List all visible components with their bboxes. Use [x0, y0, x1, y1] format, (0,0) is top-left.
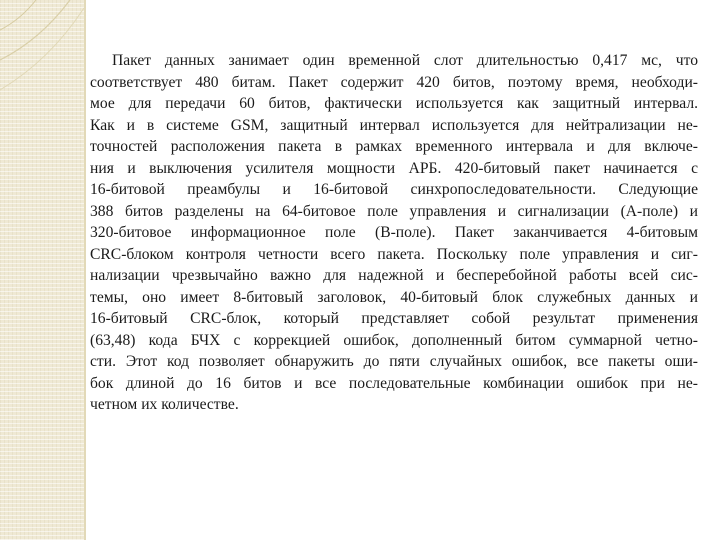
text-line: мое для передачи 60 битов, фактически используется как защитный интервал. [90, 95, 698, 112]
text-line: нализации чрезвычайно важно для надежной и бесперебойной работы всей сис- [90, 267, 698, 284]
text-line: 16-битовой преамбулы и 16-битовой синхропоследовательности. Следующие [90, 181, 698, 198]
text-line: CRC-блоком контроля четности всего пакета. Поскольку поле управления и сиг- [90, 245, 698, 263]
text-line: бок длиной до 16 битов и все последовательные комбинации ошибок при не- [90, 374, 698, 392]
text-line: (63,48) кода БЧХ с коррекцией ошибок, дополненный битом суммарной четно- [90, 331, 698, 349]
text-line: 320-битовое информационное поле (В-поле). Пакет заканчивается 4-битовым [90, 224, 698, 241]
text-line: соответствует 480 битам. Пакет содержит 420 битов, поэтому время, необходи- [90, 73, 698, 91]
text-line: четном их количестве. [90, 396, 239, 413]
text-line: 388 битов разделены на 64-битовое поле управления и сигнализации (А-поле) и [90, 202, 698, 220]
corner-ornament [0, 0, 84, 110]
text-line: точностей расположения пакета в рамках временного интервала и для включе- [90, 138, 698, 155]
text-line: темы, оно имеет 8-битовый заголовок, 40-битовый блок служебных данных и [90, 288, 698, 306]
text-line: 16-битовый CRC-блок, который представляет собой результат применения [90, 310, 698, 327]
decorative-side-band [0, 0, 84, 540]
frame-divider [84, 0, 86, 540]
text-line: ния и выключения усилителя мощности АРБ. 420-битовый пакет начинается с [90, 159, 698, 177]
text-line: Пакет данных занимает один временной слот длительностью 0,417 мс, что [112, 52, 698, 69]
text-line: Как и в системе GSM, защитный интервал используется для нейтрализации не- [90, 116, 698, 134]
document-text [90, 50, 698, 416]
text-line: сти. Этот код позволяет обнаружить до пяти случайных ошибок, все пакеты оши- [90, 353, 698, 370]
